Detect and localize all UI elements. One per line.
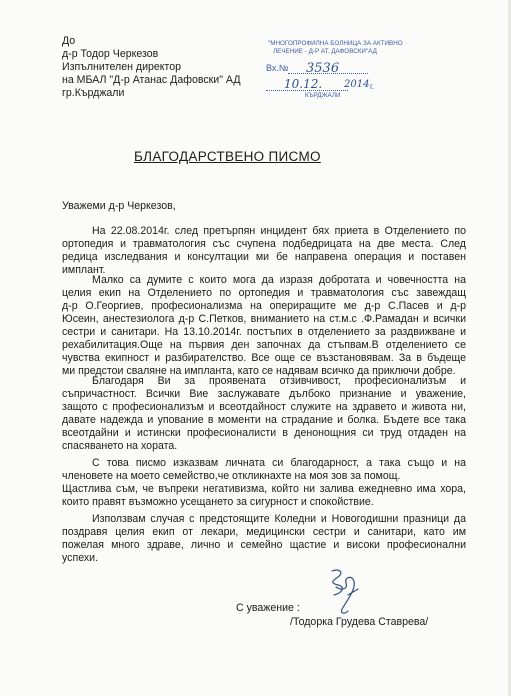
salutation: Уважеми д-р Черкезов, — [62, 200, 176, 212]
registry-stamp — [264, 39, 403, 101]
paragraph-line: членовете на моето семейство,че откликнахте на моя зов за помощ. — [62, 470, 401, 482]
closing-signer: /Тодорка Грудева Ставрева/ — [290, 616, 429, 628]
stamp-date-day-month: 10.12. — [284, 77, 323, 91]
addressee-name: д-р Тодор Черкезов — [62, 48, 159, 60]
paragraph-line: поздравя целия екип от лекари, медицински сестри и санитари, като им — [62, 526, 466, 538]
stamp-org-line2: ЛЕЧЕНИЕ - Д-Р АТ. ДАФОВСКИ"АД — [273, 48, 377, 55]
paragraph-line: които правят възможно усещането за сигурност и спокойствие. — [62, 496, 374, 508]
paragraph-line: целия екип на Отделението по ортопедия и травматология със завеждащ — [62, 287, 466, 299]
paragraph-line: редица изследвания и консултации ми бе направена операция и поставен — [62, 251, 466, 263]
addressee-org: на МБАЛ "Д-р Атанас Дафовски" АД — [62, 74, 241, 86]
addressee-to: До — [62, 35, 76, 47]
paragraph-line: рехабилитация.Още на първия ден започнах да стъпвам.В отделението се — [62, 339, 466, 351]
stamp-date-year: 2014 — [344, 79, 370, 90]
paragraph-line: Юсеин, анестезиолога д-р С.Петков, вниманието на ст.м.с .Ф.Рамадан и всички — [62, 313, 466, 325]
paragraph-line: давате надежда и упование в моменти на страдание и болка. Бъдете все така — [62, 414, 466, 426]
paragraph-line: пожелая много здраве, лично и семейно щастие и високи професионални — [62, 539, 466, 551]
paragraph-line: С това писмо изказвам личната си благодарност, а така също и на — [92, 457, 466, 469]
stamp-org-line1: "МНОГОПРОФИЛНА БОЛНИЦА ЗА АКТИВНО — [268, 40, 403, 47]
paragraph-line: защото с професионализъм и всеотдайност служите на здравето и живота ни, — [62, 401, 466, 413]
paragraph-line: Благодаря Ви за проявената отзивчивост, професионализъм и — [92, 375, 466, 387]
paragraph-line: Малко са думите с които мога да изразя добротата и човечността на — [92, 274, 466, 286]
paragraph-line: всеотдайни и истински професионалисти в денонощния си труд отдаден на — [62, 427, 466, 439]
paragraph-line: спасяването на хората. — [62, 440, 178, 452]
stamp-city: КЪРДЖАЛИ — [305, 92, 341, 99]
letter-title: БЛАГОДАРСТВЕНО ПИСМО — [134, 149, 321, 164]
addressee-position: Изпълнителен директор — [62, 61, 182, 73]
paragraph-line: съпричастност. Всички Вие заслужавате дълбоко признание и уважение, — [62, 388, 466, 400]
paragraph-line: сестри и санитари. На 13.10.2014г. постъпих в отделението за раздвижване и — [62, 326, 466, 338]
stamp-year-suffix: г. — [370, 82, 375, 91]
paragraph-line: ортопедия и травматология със счупена подбедрицата на две места. След — [62, 238, 466, 250]
paragraph-line: д-р О.Георгиев, професионализма на опериращите ме д-р С.Пасев и д-р — [62, 300, 466, 312]
paragraph-line: Използвам случая с предстоящите Коледни и Новогодишни празници да — [92, 513, 466, 525]
paragraph-line: имплант. — [62, 264, 106, 276]
closing-regards: С уважение : — [236, 602, 300, 614]
paragraph-line: чувства екипност и разбирателство. Все още се възстановявам. За в бъдеще — [62, 352, 466, 364]
stamp-in-number: 3536 — [306, 61, 340, 76]
paragraph-line: На 22.08.2014г. след претърпян инцидент бях приета в Отделението по — [92, 225, 466, 237]
paragraph-line: Щастлива съм, че въпреки негативизма, който ни залива ежедневно има хора, — [62, 483, 466, 495]
handwritten-signature — [318, 565, 366, 623]
stamp-in-label: Вх.№ — [266, 63, 289, 73]
paragraph-line: успехи. — [62, 552, 99, 564]
addressee-city: гр.Кърджали — [62, 87, 125, 99]
paragraph-line: ми предстои сваляне на импланта, като се надявам всичко да приключи добре. — [62, 365, 456, 377]
